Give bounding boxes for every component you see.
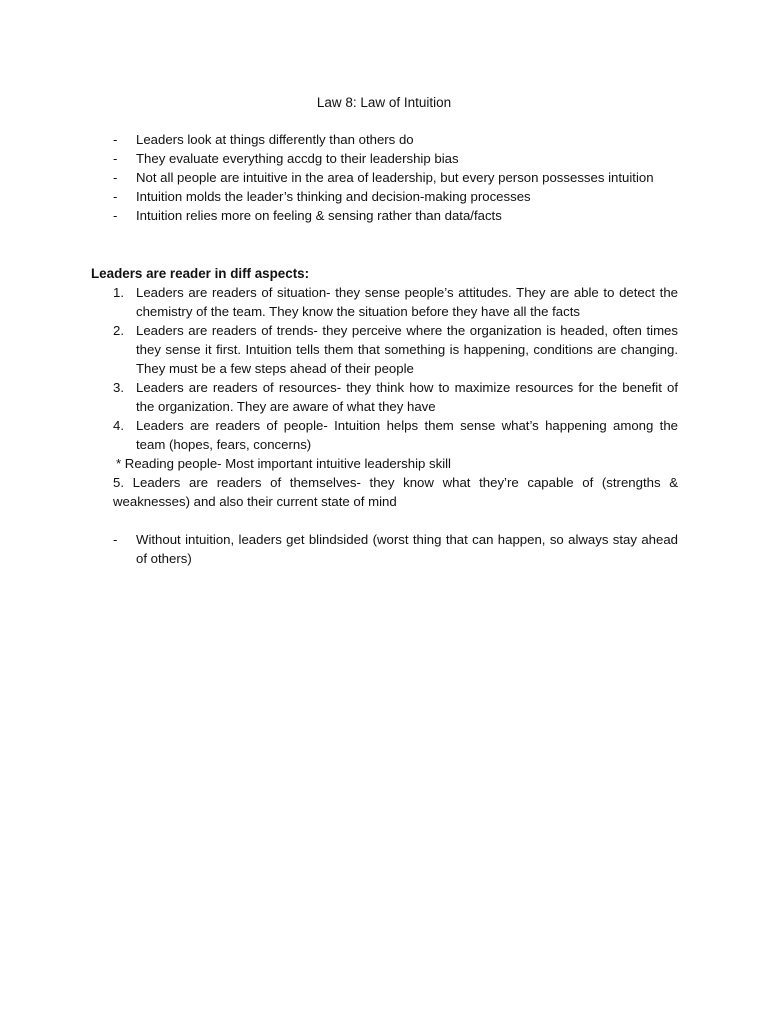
item-text: Leaders are readers of resources- they think how to maximize resources for the benefit of the organization. They are aware of what they have (136, 380, 678, 414)
list-item (113, 206, 683, 225)
closing-bullet (113, 530, 678, 568)
list-item (91, 283, 678, 321)
item-number: 4. (113, 418, 124, 433)
bullet-text: Leaders look at things differently than others do (136, 132, 414, 147)
item-text: Leaders are readers of situation- they sense people’s attitudes. They are able to detect the chemistry of the team. They know the situation before they have all the facts (136, 285, 678, 319)
bullet-dash: - (113, 532, 118, 547)
bullet-text: Not all people are intuitive in the area of leadership, but every person possesses intuition (136, 170, 654, 185)
bullet-dash: - (113, 208, 118, 223)
item-number: 1. (113, 285, 124, 300)
intuition-bullet-list (113, 130, 683, 225)
item-five-paragraph: 5. Leaders are readers of themselves- they know what they’re capable of (strengths & weaknesses) and also their current state of mind (113, 475, 678, 509)
reading-people-note: * Reading people- Most important intuitive leadership skill (116, 456, 451, 471)
bullet-dash: - (113, 170, 118, 185)
list-item (91, 321, 678, 378)
list-item (113, 187, 683, 206)
bullet-dash: - (113, 132, 118, 147)
list-item (91, 378, 678, 416)
list-item (91, 416, 678, 454)
item-text: Leaders are readers of trends- they perceive where the organization is headed, often times they sense it first. Intuition tells them that something is happening, conditions are changing. They must be a few steps ahead of their people (136, 323, 678, 376)
closing-bullet-text: Without intuition, leaders get blindsided (worst thing that can happen, so always stay ahead of others) (136, 532, 678, 566)
item-number: 3. (113, 380, 124, 395)
bullet-text: They evaluate everything accdg to their leadership bias (136, 151, 459, 166)
bullet-dash: - (113, 151, 118, 166)
section-heading: Leaders are reader in diff aspects: (91, 266, 310, 281)
list-item (113, 130, 683, 149)
bullet-text: Intuition relies more on feeling & sensing rather than data/facts (136, 208, 502, 223)
readers-numbered-list (91, 283, 678, 454)
document-title: Law 8: Law of Intuition (316, 95, 452, 110)
list-item (113, 168, 683, 187)
list-item (113, 149, 683, 168)
bullet-dash: - (113, 189, 118, 204)
item-number: 2. (113, 323, 124, 338)
item-text: Leaders are readers of people- Intuition helps them sense what’s happening among the team (hopes, fears, concerns) (136, 418, 678, 452)
bullet-text: Intuition molds the leader’s thinking and decision-making processes (136, 189, 531, 204)
